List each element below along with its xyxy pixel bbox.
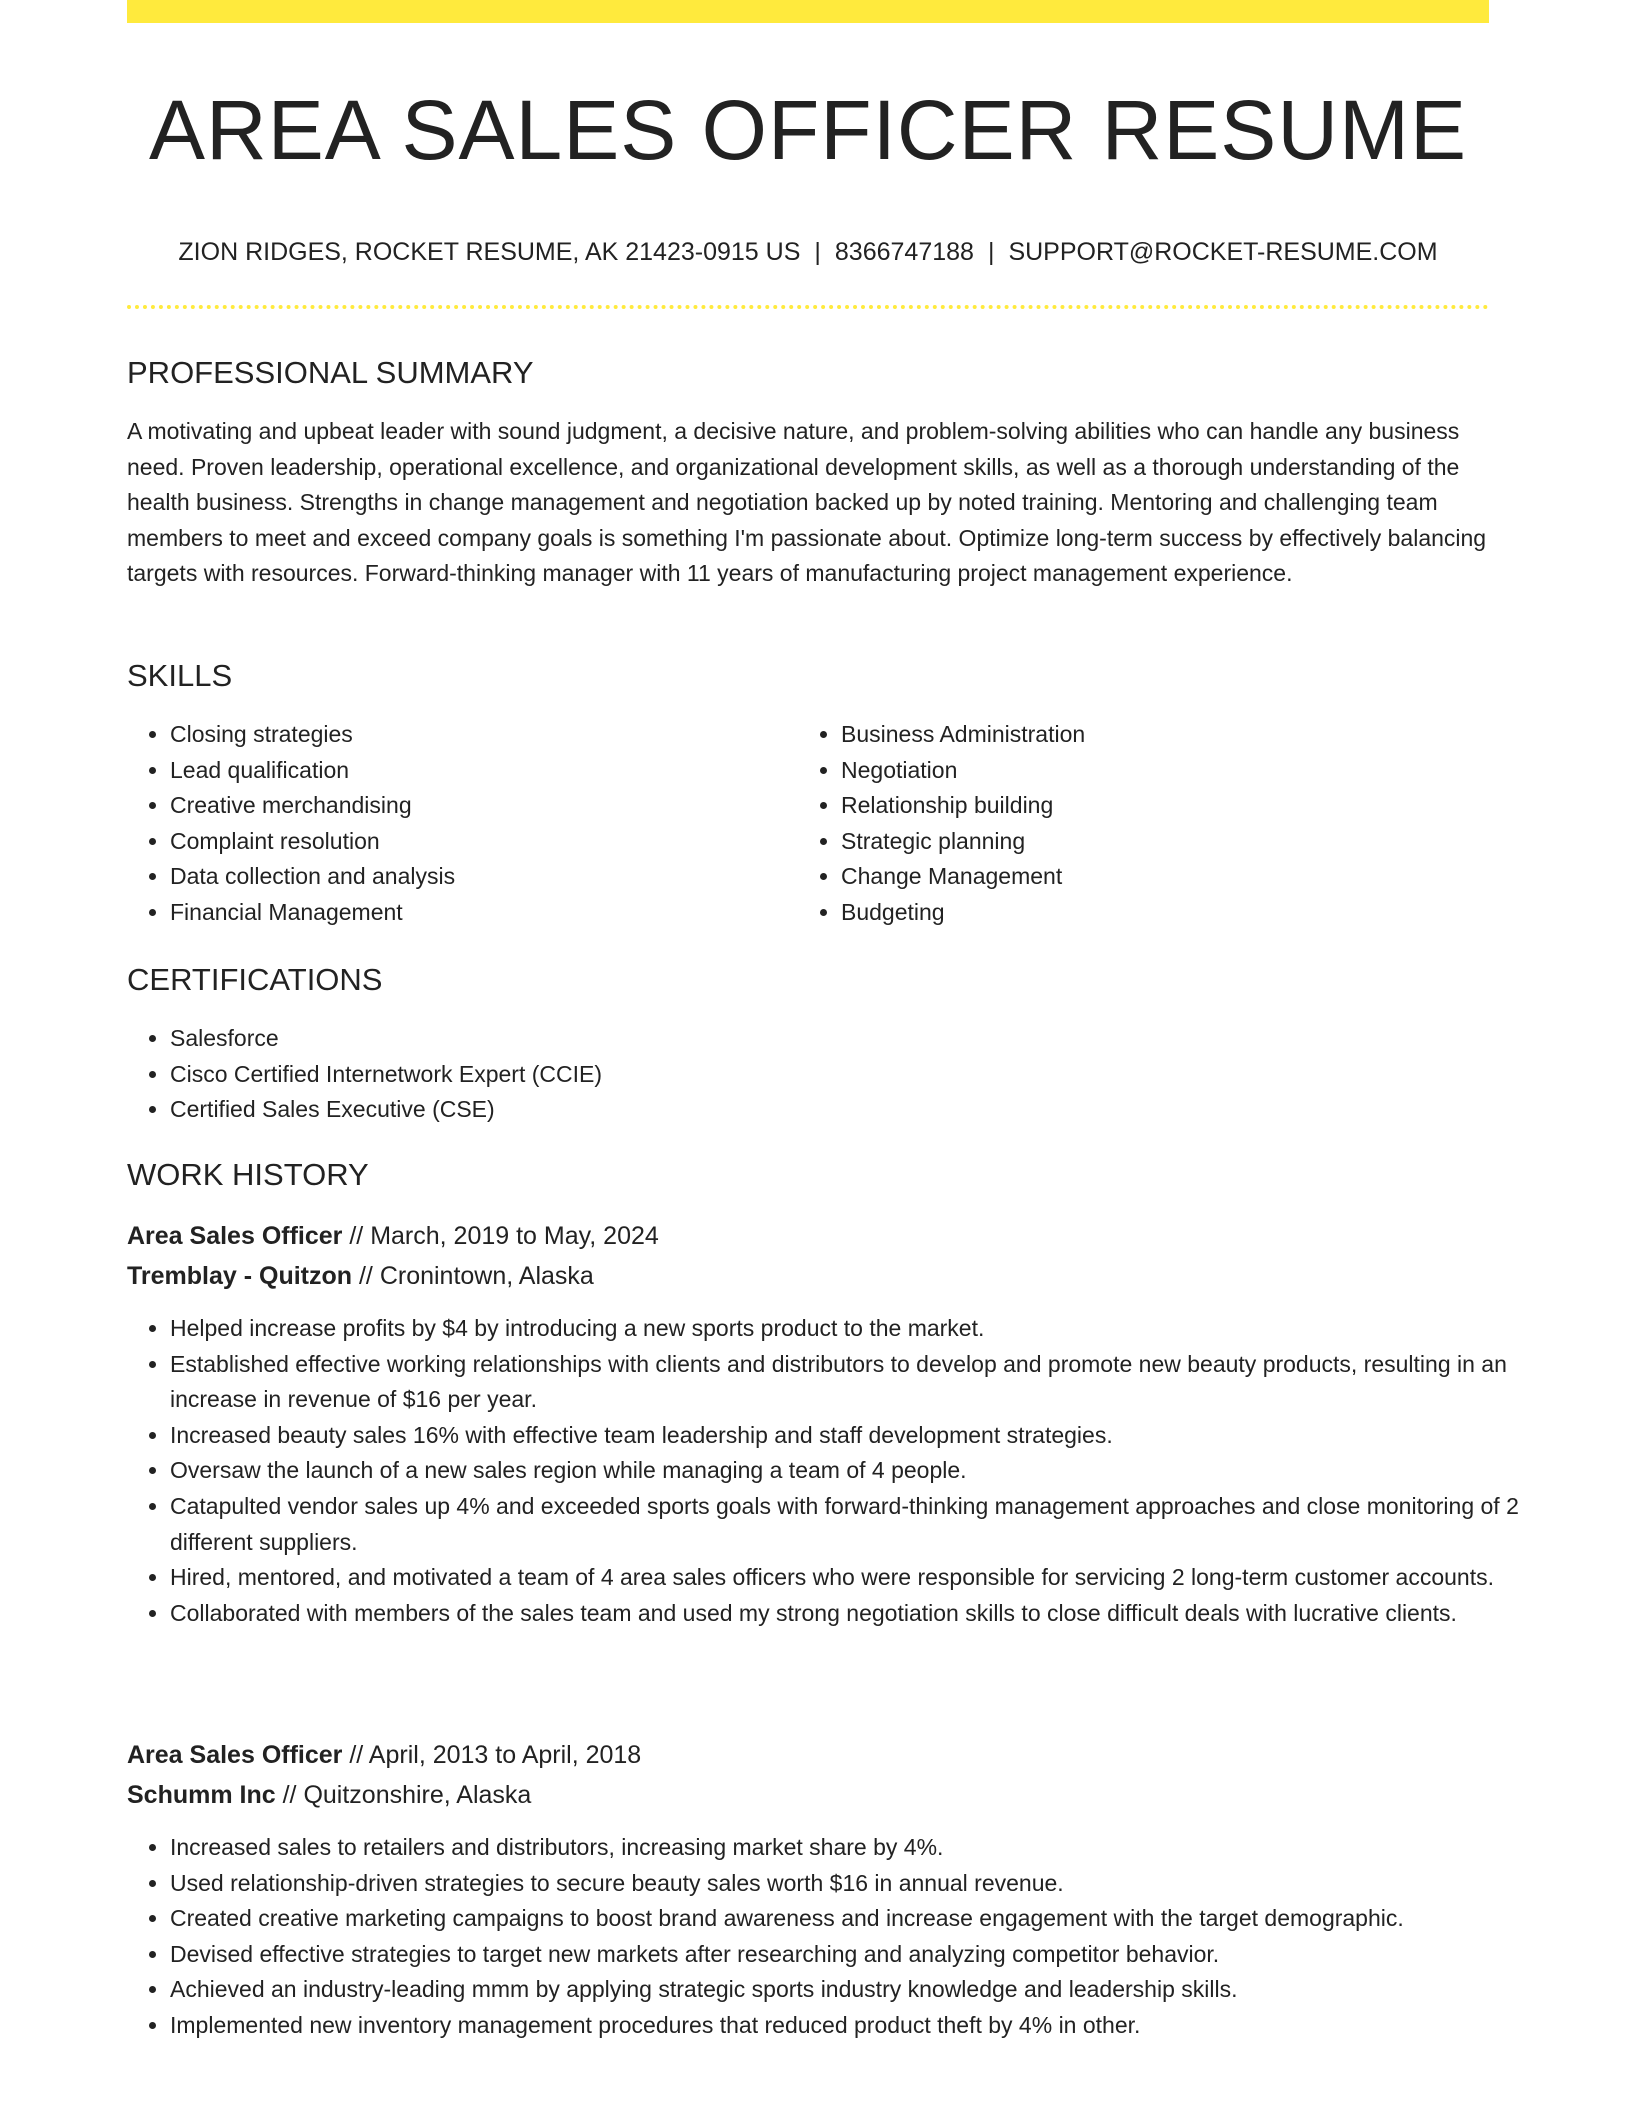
- job-bullets: [127, 1311, 1532, 1631]
- job-company-line: [127, 1775, 531, 1815]
- work-history-heading: WORK HISTORY: [127, 1157, 369, 1192]
- certifications-list: [127, 1021, 1470, 1128]
- certification-item: • Salesforce: [170, 1021, 1470, 1057]
- certification-item: • Cisco Certified Internetwork Expert (CCIE): [170, 1057, 1470, 1093]
- job-bullet: • Collaborated with members of the sales team and used my strong negotiation skills to close difficult deals with lucrative clients.: [170, 1596, 1532, 1632]
- contact-address: ZION RIDGES, ROCKET RESUME, AK 21423-0915 US: [178, 238, 801, 266]
- job-bullet: • Implemented new inventory management procedures that reduced product theft by 4% in other.: [170, 2008, 1532, 2044]
- skill-item: • Budgeting: [841, 895, 1481, 931]
- contact-email: SUPPORT@ROCKET-RESUME.COM: [1008, 238, 1438, 266]
- summary-heading: PROFESSIONAL SUMMARY: [127, 355, 534, 390]
- skills-list-left: [127, 717, 790, 931]
- job-bullet: • Hired, mentored, and motivated a team of 4 area sales officers who were responsible for servicing 2 long-term customer accounts.: [170, 1560, 1532, 1596]
- contact-separator: |: [814, 238, 821, 266]
- skill-item: • Negotiation: [841, 753, 1481, 789]
- skill-item: • Financial Management: [170, 895, 790, 931]
- skills-list-right: [798, 717, 1481, 931]
- summary-text: A motivating and upbeat leader with sound judgment, a decisive nature, and problem-solving abilities who can handle any business need. Proven leadership, operational excellence, and organizational development skills, as well as a thorough understanding of the health business. Strengths in change management and negotiation backed up by noted training. Mentoring and challenging team members to meet and exceed company goals is something I'm passionate about. Optimize long-term success by effectively balancing targets with resources. Forward-thinking manager with 11 years of manufacturing project management experience.: [127, 418, 1487, 587]
- skill-item: • Relationship building: [841, 788, 1481, 824]
- job-bullet: • Oversaw the launch of a new sales region while managing a team of 4 people.: [170, 1453, 1532, 1489]
- contact-separator: |: [987, 238, 995, 266]
- job-company: Tremblay - Quitzon: [127, 1262, 353, 1290]
- skill-item: • Business Administration: [841, 717, 1481, 753]
- resume-title: AREA SALES OFFICER RESUME: [149, 83, 1467, 177]
- job-title: Area Sales Officer: [127, 1741, 343, 1769]
- job-bullet: • Created creative marketing campaigns to boost brand awareness and increase engagement with the target demographic.: [170, 1901, 1532, 1937]
- job-company: Schumm Inc: [127, 1781, 276, 1809]
- dotted-divider: [127, 305, 1489, 309]
- job-location: // Cronintown, Alaska: [352, 1262, 594, 1290]
- job-bullet: • Established effective working relationships with clients and distributors to develop and promote new beauty products, resulting in an increase in revenue of $16 per year.: [170, 1347, 1532, 1418]
- job-dates: // April, 2013 to April, 2018: [342, 1741, 642, 1769]
- skill-item: • Complaint resolution: [170, 824, 790, 860]
- certification-item: • Certified Sales Executive (CSE): [170, 1092, 1470, 1128]
- job-bullet: • Achieved an industry-leading mmm by applying strategic sports industry knowledge and leadership skills.: [170, 1972, 1532, 2008]
- job-bullet: • Increased sales to retailers and distributors, increasing market share by 4%.: [170, 1830, 1532, 1866]
- job-title-line: [127, 1735, 641, 1775]
- job-bullets: [127, 1830, 1532, 2044]
- skill-item: • Creative merchandising: [170, 788, 790, 824]
- job-bullet: • Devised effective strategies to target new markets after researching and analyzing competitor behavior.: [170, 1937, 1532, 1973]
- accent-top-bar: [127, 0, 1489, 23]
- skill-item: • Strategic planning: [841, 824, 1481, 860]
- contact-phone: 8366747188: [834, 238, 974, 266]
- job-company-line: [127, 1256, 594, 1296]
- job-bullet: • Used relationship-driven strategies to secure beauty sales worth $16 in annual revenue.: [170, 1866, 1532, 1902]
- job-bullet: • Increased beauty sales 16% with effective team leadership and staff development strategies.: [170, 1418, 1532, 1454]
- skill-item: • Closing strategies: [170, 717, 790, 753]
- skill-item: • Change Management: [841, 859, 1481, 895]
- job-bullet: • Catapulted vendor sales up 4% and exceeded sports goals with forward-thinking management approaches and close monitoring of 2 different suppliers.: [170, 1489, 1532, 1560]
- skill-item: • Lead qualification: [170, 753, 790, 789]
- job-title: Area Sales Officer: [127, 1222, 343, 1250]
- job-title-line: [127, 1216, 659, 1256]
- skills-heading: SKILLS: [127, 658, 233, 693]
- contact-line: [127, 236, 1489, 268]
- skill-item: • Data collection and analysis: [170, 859, 790, 895]
- job-location: // Quitzonshire, Alaska: [275, 1781, 532, 1809]
- job-bullet: • Helped increase profits by $4 by introducing a new sports product to the market.: [170, 1311, 1532, 1347]
- certifications-heading: CERTIFICATIONS: [127, 962, 383, 997]
- job-dates: // March, 2019 to May, 2024: [342, 1222, 659, 1250]
